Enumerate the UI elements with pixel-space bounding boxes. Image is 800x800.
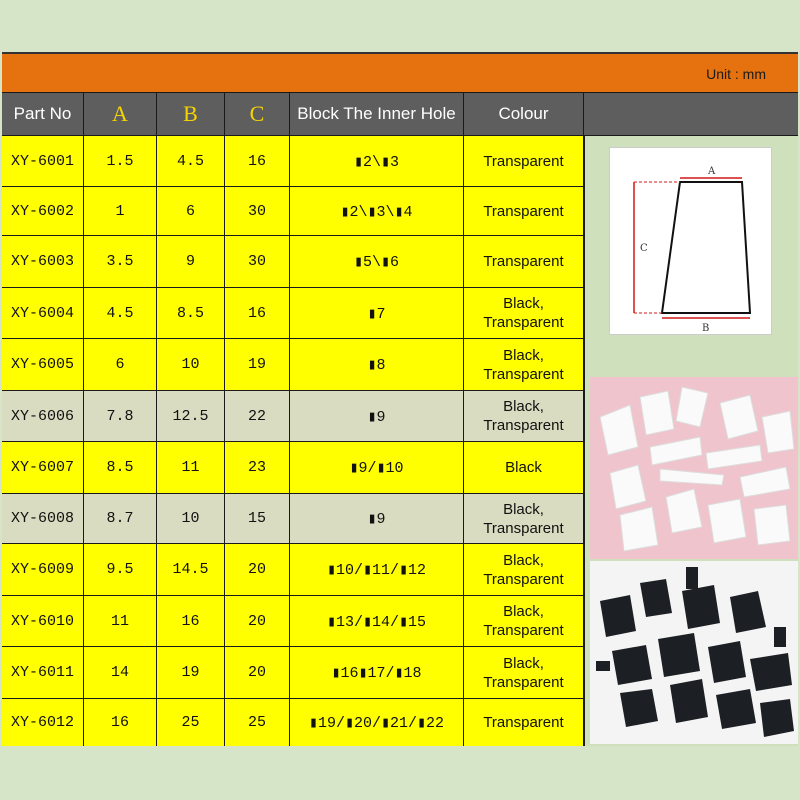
cell-part-no: XY-6007 <box>2 442 83 493</box>
cell-dim-a: 1 <box>84 187 156 235</box>
cell-inner-hole: ▮13/▮14/▮15 <box>290 596 463 646</box>
cell-dim-b: 8.5 <box>157 288 224 338</box>
cell-dim-a: 11 <box>84 596 156 646</box>
diagram-label-a: A <box>708 166 716 177</box>
cell-colour: Transparent <box>464 236 583 287</box>
cell-dim-c: 15 <box>225 494 289 543</box>
header-b: B <box>157 93 224 135</box>
cell-part-no: XY-6010 <box>2 596 83 646</box>
unit-bar <box>2 52 798 92</box>
cell-dim-c: 19 <box>225 339 289 390</box>
black-stoppers-photo <box>590 561 798 744</box>
cell-part-no: XY-6012 <box>2 699 83 746</box>
diagram-label-b: B <box>702 323 710 334</box>
cell-dim-b: 19 <box>157 647 224 698</box>
cell-part-no: XY-6004 <box>2 288 83 338</box>
header-a: A <box>84 93 156 135</box>
header-c: C <box>225 93 289 135</box>
cell-part-no: XY-6009 <box>2 544 83 595</box>
cell-colour: Black, Transparent <box>464 544 583 595</box>
cell-dim-a: 1.5 <box>84 136 156 186</box>
cell-part-no: XY-6011 <box>2 647 83 698</box>
cell-dim-c: 16 <box>225 288 289 338</box>
cell-dim-a: 6 <box>84 339 156 390</box>
cell-dim-a: 16 <box>84 699 156 746</box>
cell-dim-a: 8.7 <box>84 494 156 543</box>
cell-dim-c: 20 <box>225 544 289 595</box>
cell-dim-b: 10 <box>157 339 224 390</box>
cell-dim-b: 9 <box>157 236 224 287</box>
cell-colour: Black, Transparent <box>464 391 583 441</box>
cell-dim-c: 30 <box>225 187 289 235</box>
cell-dim-b: 4.5 <box>157 136 224 186</box>
cell-dim-a: 14 <box>84 647 156 698</box>
white-stoppers-photo <box>590 377 798 559</box>
cell-part-no: XY-6002 <box>2 187 83 235</box>
cell-dim-a: 3.5 <box>84 236 156 287</box>
cell-dim-b: 14.5 <box>157 544 224 595</box>
cell-colour: Black, Transparent <box>464 596 583 646</box>
cell-colour: Black, Transparent <box>464 494 583 543</box>
cell-dim-a: 9.5 <box>84 544 156 595</box>
cell-dim-c: 25 <box>225 699 289 746</box>
cell-inner-hole: ▮2\▮3 <box>290 136 463 186</box>
cell-colour: Black, Transparent <box>464 647 583 698</box>
cell-colour: Transparent <box>464 136 583 186</box>
cell-inner-hole: ▮19/▮20/▮21/▮22 <box>290 699 463 746</box>
cell-dim-b: 11 <box>157 442 224 493</box>
cell-part-no: XY-6001 <box>2 136 83 186</box>
unit-label: Unit : mm <box>706 66 766 82</box>
cell-part-no: XY-6005 <box>2 339 83 390</box>
cell-colour: Black <box>464 442 583 493</box>
cell-dim-c: 22 <box>225 391 289 441</box>
cell-part-no: XY-6006 <box>2 391 83 441</box>
cell-inner-hole: ▮16▮17/▮18 <box>290 647 463 698</box>
diagram-label-c: C <box>640 243 648 254</box>
cell-dim-b: 16 <box>157 596 224 646</box>
cell-inner-hole: ▮9/▮10 <box>290 442 463 493</box>
cell-colour: Transparent <box>464 699 583 746</box>
cell-colour: Transparent <box>464 187 583 235</box>
cell-inner-hole: ▮9 <box>290 494 463 543</box>
header-inner-hole: Block The Inner Hole <box>290 93 463 135</box>
cell-dim-c: 20 <box>225 596 289 646</box>
cell-inner-hole: ▮10/▮11/▮12 <box>290 544 463 595</box>
header-part-no: Part No <box>2 93 83 135</box>
header-colour: Colour <box>464 93 583 135</box>
cell-dim-a: 8.5 <box>84 442 156 493</box>
cell-dim-c: 20 <box>225 647 289 698</box>
cell-dim-a: 4.5 <box>84 288 156 338</box>
header-image-filler <box>584 93 798 135</box>
cell-inner-hole: ▮9 <box>290 391 463 441</box>
dimension-diagram <box>609 147 772 335</box>
cell-part-no: XY-6003 <box>2 236 83 287</box>
cell-part-no: XY-6008 <box>2 494 83 543</box>
cell-dim-b: 12.5 <box>157 391 224 441</box>
cell-dim-a: 7.8 <box>84 391 156 441</box>
cell-dim-b: 6 <box>157 187 224 235</box>
cell-dim-c: 23 <box>225 442 289 493</box>
cell-inner-hole: ▮5\▮6 <box>290 236 463 287</box>
cell-colour: Black, Transparent <box>464 339 583 390</box>
cell-inner-hole: ▮8 <box>290 339 463 390</box>
cell-colour: Black, Transparent <box>464 288 583 338</box>
cell-dim-b: 25 <box>157 699 224 746</box>
cell-inner-hole: ▮7 <box>290 288 463 338</box>
stopper-outline-diagram <box>610 148 773 336</box>
cell-dim-c: 16 <box>225 136 289 186</box>
cell-dim-c: 30 <box>225 236 289 287</box>
cell-inner-hole: ▮2\▮3\▮4 <box>290 187 463 235</box>
cell-dim-b: 10 <box>157 494 224 543</box>
